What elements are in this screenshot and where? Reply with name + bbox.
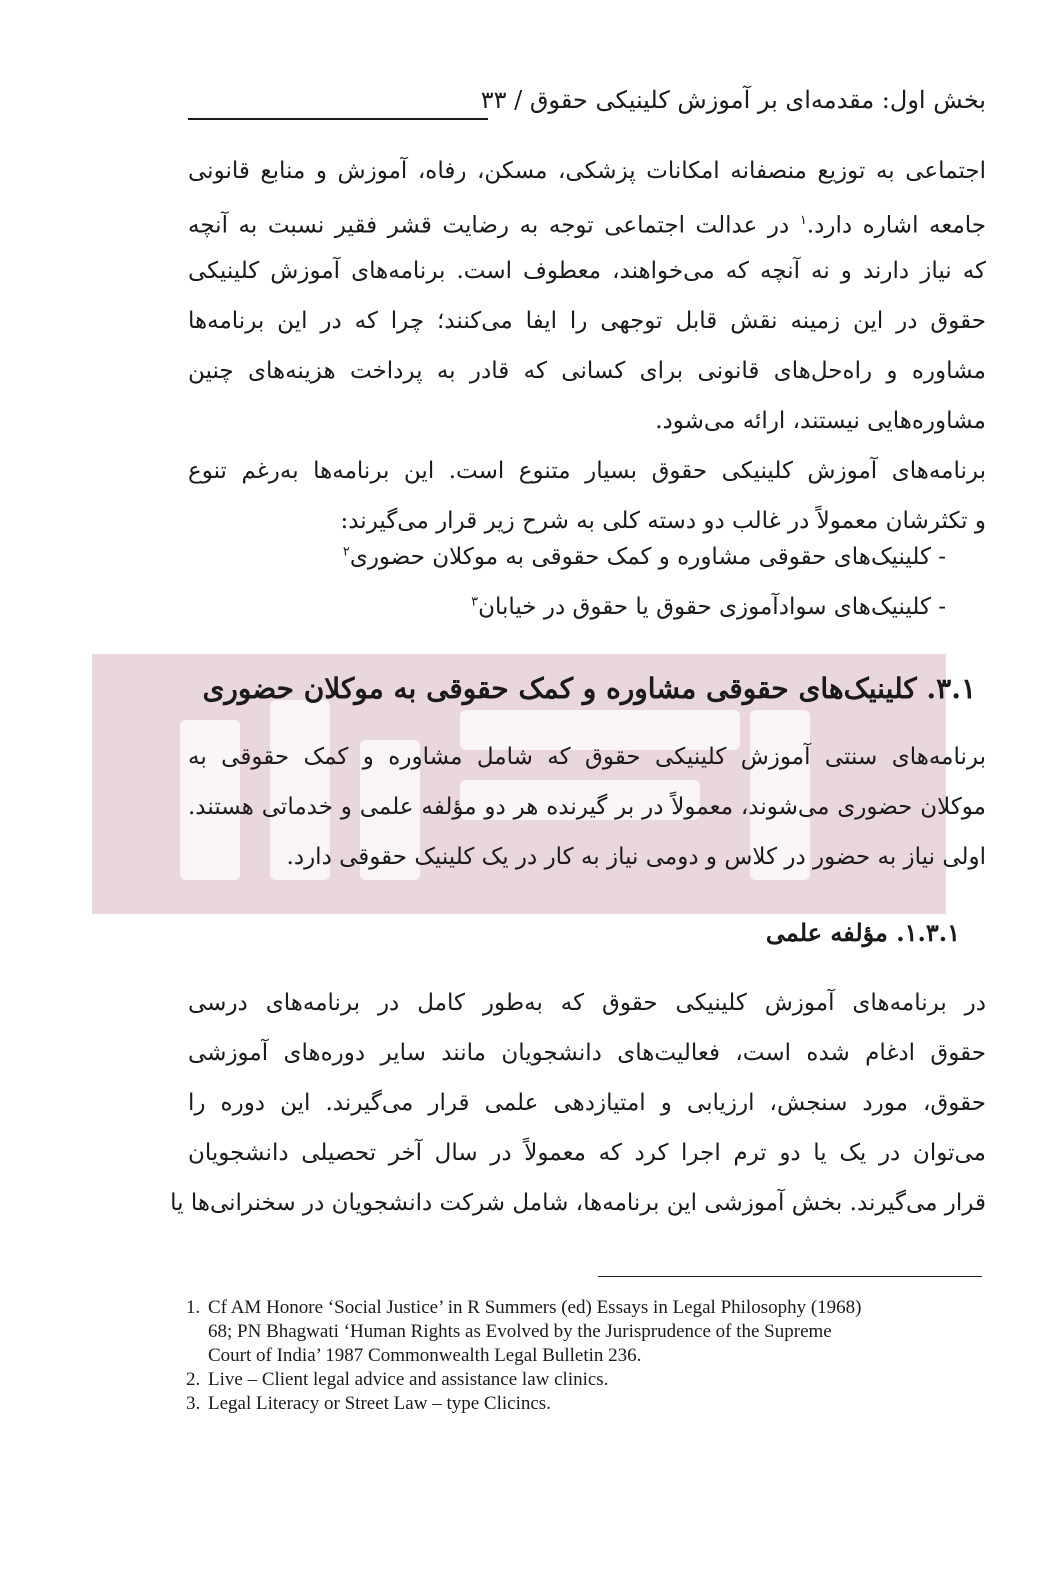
text-line: حقوق در این زمینه نقش قابل توجهی را ایفا می‌کنند؛ چرا که در این برنامه‌ها (188, 308, 986, 334)
footnote-ref-3[interactable]: ۳ (471, 594, 479, 610)
footnote-text: Legal Literacy or Street Law – type Clicincs. (208, 1393, 551, 1414)
footnote-text: Cf AM Honore ‘Social Justice’ in R Summers (ed) Essays in Legal Philosophy (1968) (208, 1297, 862, 1318)
text-line: حقوق، مورد سنجش، ارزیابی و امتیازدهی علمی قرار می‌گیرند. این دوره را (188, 1090, 986, 1116)
text-line: و تکثرشان معمولاً در غالب دو دسته کلی به شرح زیر قرار می‌گیرند: (340, 508, 986, 534)
bullet-item-2 (471, 594, 946, 620)
text-line: موکلان حضوری می‌شوند، معمولاً در بر گیرنده هر دو مؤلفه علمی و خدماتی هستند. (188, 794, 986, 820)
bullet-item-1 (343, 544, 946, 570)
footnote-rule (598, 1276, 982, 1277)
text-line: مشاوره و راه‌حل‌های قانونی برای کسانی که قادر به پرداخت هزینه‌های چنین (188, 358, 986, 384)
text-line: قرار می‌گیرند. بخش آموزشی این برنامه‌ها، شامل شرکت دانشجویان در سخنرانی‌ها یا (170, 1190, 986, 1216)
text-line: اجتماعی به توزیع منصفانه امکانات پزشکی، مسکن، رفاه، آموزش و منابع قانونی (188, 158, 986, 184)
footnote-number: 3. (186, 1393, 201, 1414)
bullet-text: - کلینیک‌های سوادآموزی حقوق یا حقوق در خیابان (478, 594, 946, 620)
header-title: بخش اول: مقدمه‌ای بر آموزش کلینیکی حقوق / ۳۳ (480, 86, 986, 114)
header-rule (188, 118, 488, 120)
footnotes (186, 1296, 966, 1416)
footnote-1 (186, 1296, 966, 1368)
running-header (188, 86, 986, 126)
footnote-3 (186, 1392, 966, 1416)
footnote-text: Court of India’ 1987 Commonwealth Legal Bulletin 236. (208, 1345, 642, 1366)
text-line: در برنامه‌های آموزش کلینیکی حقوق که به‌طور کامل در برنامه‌های درسی (188, 990, 986, 1016)
footnote-text: Live – Client legal advice and assistance law clinics. (208, 1369, 609, 1390)
text-segment: جامعه اشاره دارد. (806, 212, 987, 239)
bullet-text: - کلینیک‌های حقوقی مشاوره و کمک حقوقی به موکلان حضوری (349, 544, 946, 570)
section-2-paragraph (170, 978, 986, 1228)
footnote-ref-2[interactable]: ۲ (342, 544, 350, 560)
text-line: برنامه‌های آموزش کلینیکی حقوق بسیار متنوع است. این برنامه‌ها به‌رغم تنوع (188, 458, 986, 484)
text-line: اولی نیاز به حضور در کلاس و دومی نیاز به کار در یک کلینیک حقوقی دارد. (286, 844, 986, 870)
text-line: که نیاز دارند و نه آنچه که می‌خواهند، معطوف است. برنامه‌های آموزش کلینیکی (188, 258, 986, 284)
section-heading-3-1: ۳.۱. کلینیک‌های حقوقی مشاوره و کمک حقوقی به موکلان حضوری (202, 672, 976, 705)
footnote-number: 1. (186, 1297, 201, 1318)
paragraph-1 (188, 146, 986, 446)
subsection-heading-1-3-1: ۱.۳.۱. مؤلفه علمی (765, 918, 960, 947)
text-line: برنامه‌های سنتی آموزش کلینیکی حقوق که شامل مشاوره و کمک حقوقی به (188, 744, 986, 770)
footnote-ref-1[interactable]: ۱ (799, 213, 807, 228)
section-1-paragraph (188, 732, 986, 882)
paragraph-2 (188, 446, 986, 546)
footnote-text: 68; PN Bhagwati ‘Human Rights as Evolved by the Jurisprudence of the Supreme (208, 1321, 832, 1342)
footnote-number: 2. (186, 1369, 201, 1390)
text-line: مشاوره‌هایی نیستند، ارائه می‌شود. (655, 408, 986, 434)
footnote-2 (186, 1368, 966, 1392)
text-segment: در عدالت اجتماعی توجه به رضایت قشر فقیر نسبت به آنچه (188, 212, 800, 239)
text-line: حقوق ادغام شده است، فعالیت‌های دانشجویان مانند سایر دوره‌های آموزشی (188, 1040, 986, 1066)
text-line (188, 196, 986, 246)
text-line: می‌توان در یک یا دو ترم اجرا کرد که معمولاً در سال آخر تحصیلی دانشجویان (188, 1140, 986, 1166)
